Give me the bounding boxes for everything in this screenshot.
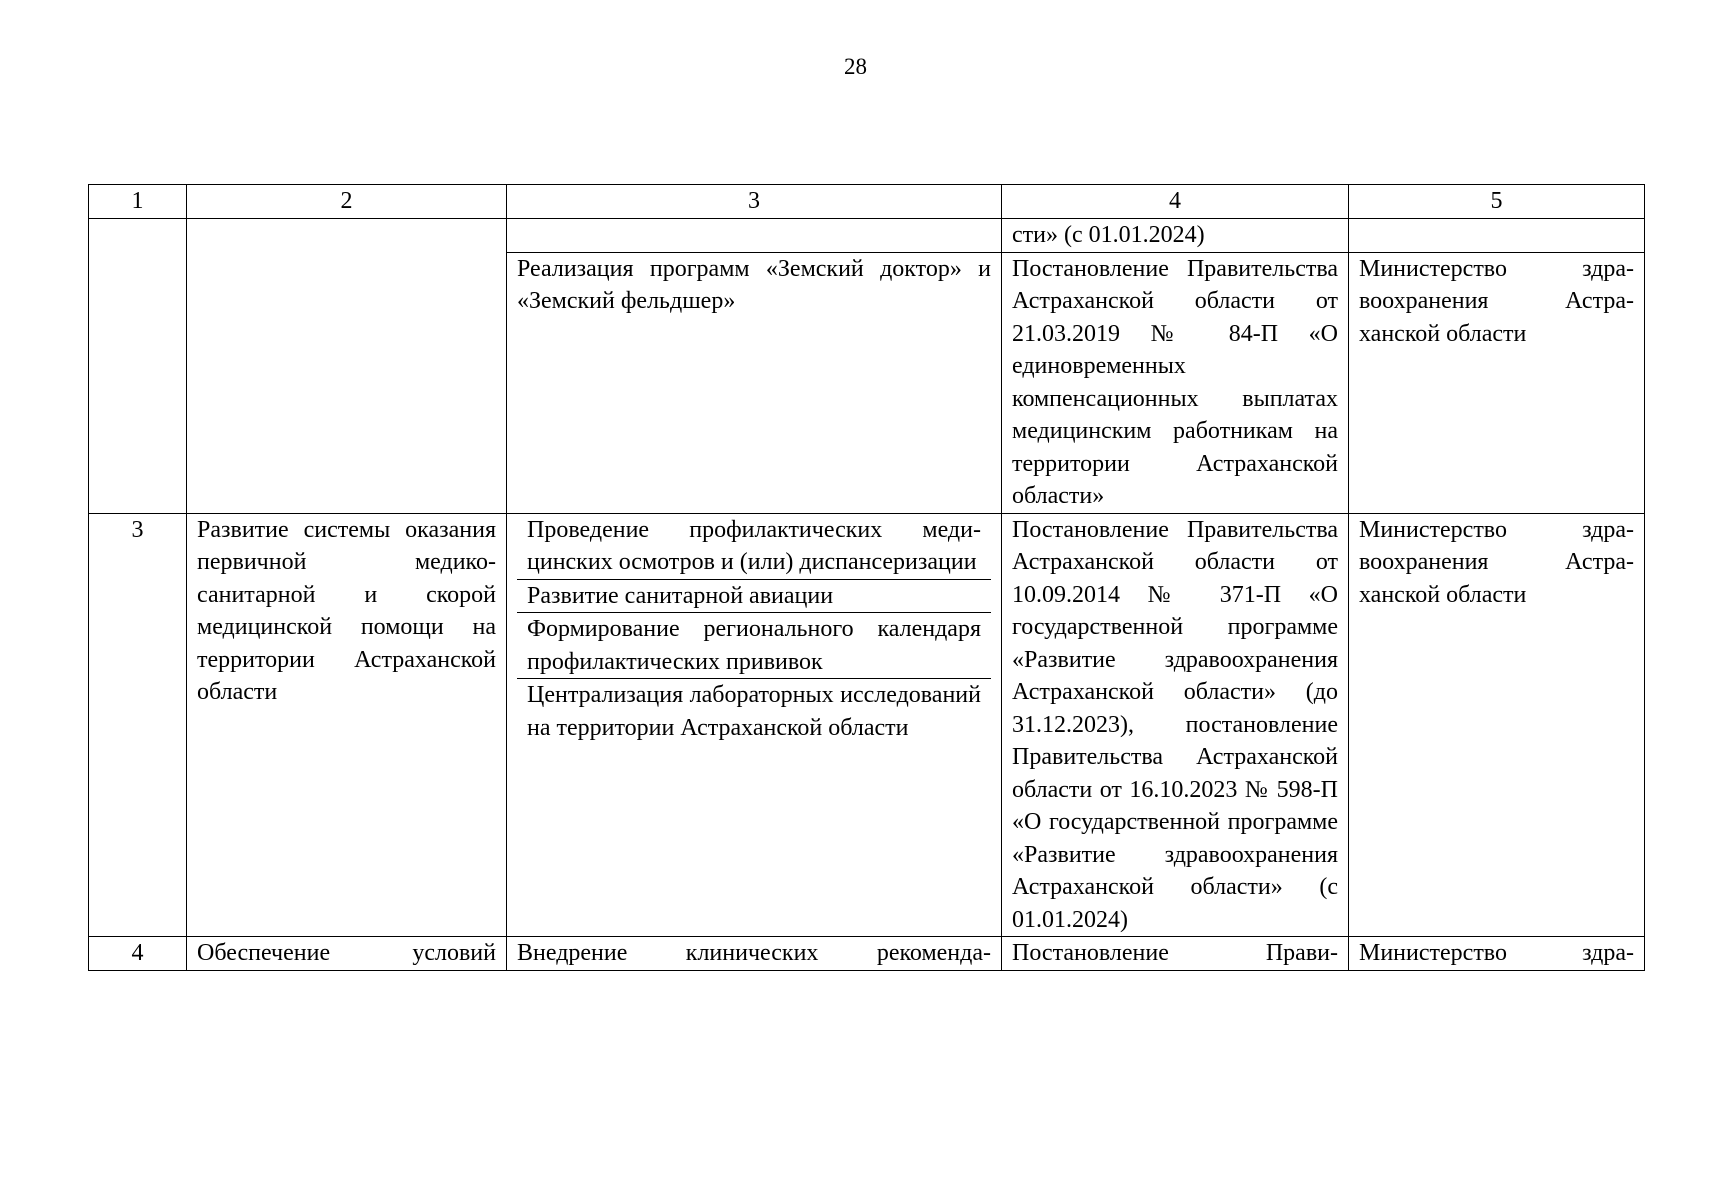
row-cont-title (187, 219, 507, 514)
row-cont-executor: Министерство здравоохранения Астраханской области (1349, 252, 1645, 513)
table-row (89, 937, 1645, 971)
row-3-acts: Постановление Правительства Астраханской области от 10.09.2014 № 371-П «О государственной программе «Развитие здравоохранения Астраханской области» (до 31.12.2023), постановление Правительства Астраханской области от 16.10.2023 № 598-П «О государственной программе «Развитие здравоохранения Астраханской области» (с 01.01.2024) (1002, 513, 1349, 937)
row-cont-measure: Реализация программ «Земский доктор» и «Земский фельдшер» (507, 252, 1002, 513)
row-cont-col5-tail (1349, 219, 1645, 253)
table-header-row (89, 185, 1645, 219)
table-row (89, 513, 1645, 937)
table-row (89, 219, 1645, 253)
row-4-title: Обеспечение условий (187, 937, 507, 971)
row-3-measures (507, 513, 1002, 937)
document-table (88, 184, 1645, 971)
header-cell-5: 5 (1349, 185, 1645, 219)
row-3-measure-4: Централизация лабораторных исследований на территории Астраханской области (517, 678, 991, 744)
header-cell-2: 2 (187, 185, 507, 219)
page-number: 28 (844, 54, 867, 79)
row-4-executor: Министерство здра- (1349, 937, 1645, 971)
row-cont-num (89, 219, 187, 514)
row-cont-acts: Постановление Правительства Астраханской области от 21.03.2019 № 84-П «О единовременных компенсационных выплатах медицинским работникам на территории Астраханской области» (1002, 252, 1349, 513)
row-4-num: 4 (89, 937, 187, 971)
row-3-measure-2: Развитие санитарной авиации (517, 579, 991, 613)
row-3-executor: Министерство здравоохранения Астраханской области (1349, 513, 1645, 937)
header-cell-4: 4 (1002, 185, 1349, 219)
row-cont-col3-tail (507, 219, 1002, 253)
row-3-num: 3 (89, 513, 187, 937)
row-4-measure: Внедрение клинических рекоменда- (507, 937, 1002, 971)
row-3-title: Развитие системы оказания первичной медико-санитарной и скорой медицинской помощи на территории Астраханской области (187, 513, 507, 937)
header-cell-1: 1 (89, 185, 187, 219)
header-cell-3: 3 (507, 185, 1002, 219)
row-3-measure-1: Проведение профилактических медицинских осмотров и (или) диспансеризации (527, 516, 981, 575)
row-cont-col4-tail: сти» (с 01.01.2024) (1002, 219, 1349, 253)
row-4-acts: Постановление Прави- (1002, 937, 1349, 971)
row-3-measure-3: Формирование регионального календаря профилактических прививок (517, 612, 991, 678)
